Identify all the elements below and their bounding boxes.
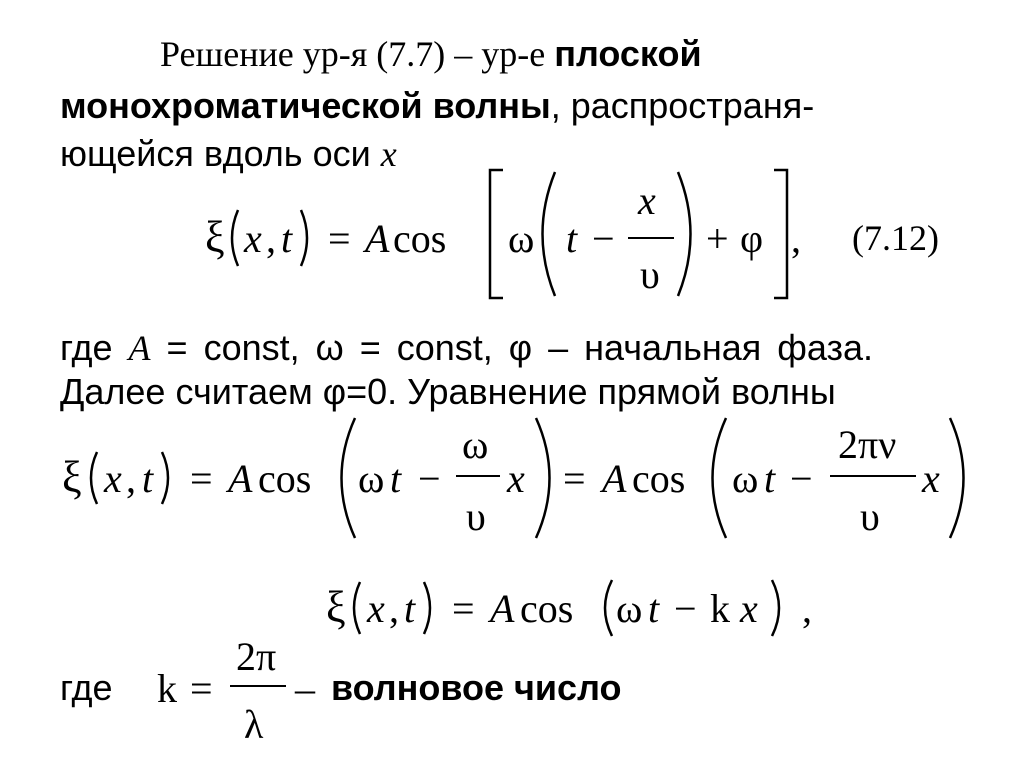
svg-text:ω: ω (358, 456, 385, 501)
svg-text:=: = (563, 456, 586, 501)
propagating-text: , распространя- (550, 85, 815, 126)
equation-k-form-comma: , (802, 586, 812, 631)
definition-dash: – (295, 666, 315, 711)
svg-text:A: A (365, 216, 390, 261)
svg-text:ω: ω (616, 586, 643, 631)
svg-text:ω: ω (462, 422, 489, 467)
svg-text:+: + (706, 216, 729, 261)
svg-text:t: t (648, 586, 660, 631)
intro-text: Решение ур-я (7.7) – ур-е (160, 34, 555, 74)
svg-text:x: x (638, 178, 656, 223)
svg-text:t: t (764, 456, 776, 501)
bold-term-plane: плоской (554, 33, 702, 74)
svg-text:=: = (190, 456, 213, 501)
svg-text:A: A (228, 456, 253, 501)
equation-7-12-comma: , (791, 216, 801, 261)
svg-text:t: t (281, 216, 293, 261)
svg-text:cos: cos (393, 216, 447, 261)
svg-text:,: , (126, 456, 136, 501)
axis-variable: x (380, 134, 397, 174)
svg-text:cos: cos (258, 456, 312, 501)
equation-number: (7.12) (852, 218, 939, 258)
svg-text:ξ: ξ (326, 583, 346, 632)
svg-text:2π: 2π (236, 634, 277, 679)
svg-text:x: x (507, 456, 525, 501)
bold-term-monochromatic-wave: монохроматической волны (60, 85, 551, 126)
svg-text:A: A (602, 456, 627, 501)
svg-text:t: t (404, 586, 416, 631)
svg-text:t: t (390, 456, 402, 501)
constants-and-phase-text: = const, ω = const, φ – начальная фаза. (150, 327, 873, 368)
svg-text:k: k (710, 586, 730, 631)
direct-wave-intro-text: Далее считаем φ=0. Уравнение прямой волны (60, 371, 836, 412)
along-axis-text: ющейся вдоль оси (60, 133, 381, 174)
svg-text:ξ: ξ (205, 213, 225, 262)
svg-text:cos: cos (632, 456, 686, 501)
svg-text:−: − (418, 456, 441, 501)
where-label-text: где (60, 667, 113, 708)
svg-text:2πν: 2πν (838, 422, 897, 467)
svg-text:ξ: ξ (62, 453, 82, 502)
where-text: где (60, 327, 129, 368)
svg-text:cos: cos (520, 586, 574, 631)
svg-text:υ: υ (640, 252, 660, 297)
svg-text:λ: λ (244, 702, 264, 747)
svg-text:,: , (266, 216, 276, 261)
svg-text:=: = (452, 586, 475, 631)
svg-text:φ: φ (740, 216, 764, 261)
svg-text:t: t (142, 456, 154, 501)
svg-text:A: A (490, 586, 515, 631)
svg-text:υ: υ (466, 494, 486, 539)
wave-number-term (331, 667, 622, 708)
svg-text:x: x (104, 456, 122, 501)
svg-text:−: − (674, 586, 697, 631)
svg-text:x: x (740, 586, 758, 631)
svg-text:k: k (157, 666, 177, 711)
amplitude-symbol: A (128, 328, 151, 368)
svg-text:−: − (790, 456, 813, 501)
wave-number-term-text: волновое число (331, 667, 622, 708)
svg-text:x: x (367, 586, 385, 631)
svg-text:ω: ω (508, 216, 535, 261)
svg-text:ω: ω (732, 456, 759, 501)
svg-text:=: = (190, 666, 213, 711)
svg-text:x: x (244, 216, 262, 261)
svg-text:t: t (566, 216, 578, 261)
svg-text:x: x (922, 456, 940, 501)
svg-text:=: = (328, 216, 351, 261)
svg-text:,: , (389, 586, 399, 631)
svg-text:υ: υ (860, 494, 880, 539)
svg-text:−: − (592, 216, 615, 261)
